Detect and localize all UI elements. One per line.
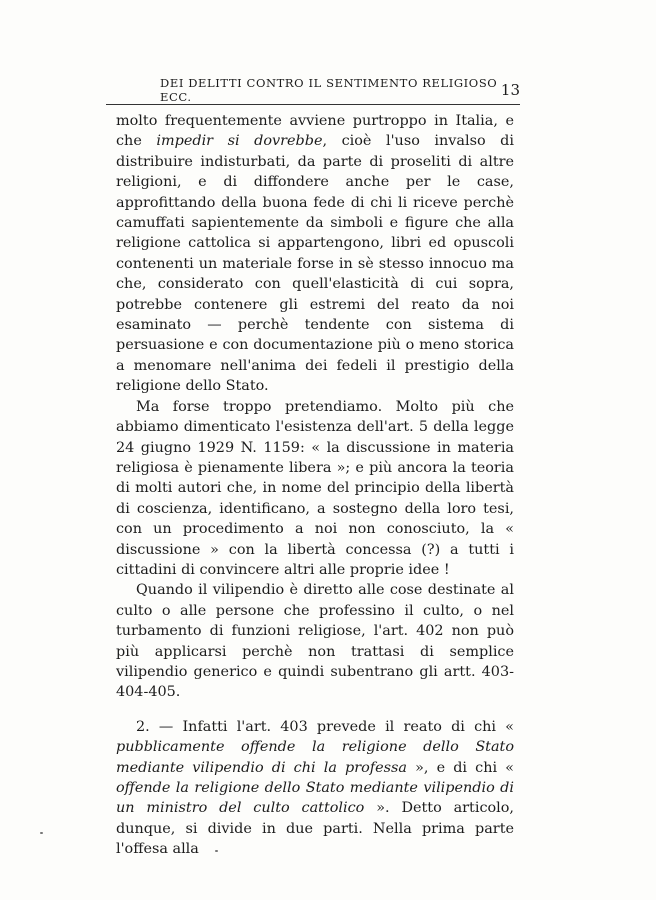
scan-speck xyxy=(40,832,43,834)
text-run: molto frequentemente avviene purtroppo in Italia, e che xyxy=(116,113,514,150)
header-rule xyxy=(106,104,520,105)
text-run: 2. — Infatti l'art. 403 prevede il reato di chi « xyxy=(136,718,514,735)
running-header xyxy=(160,78,520,102)
text-run: », e di chi « xyxy=(406,759,514,776)
paragraph xyxy=(116,397,514,581)
text-run: , cioè l'uso invalso di distribuire indisturbati, da parte di proseliti di altre religioni, e di diffondere anche per le case, approfittando della buona fede di chi li riceve perchè camuffati sapientemente da simboli e figure che alla religione cattolica si appartengono, libri ed opuscoli contenenti un materiale forse in sè stesso innocuo ma che, considerato con quell'elasticità di cui sopra, potrebbe contenere gli estremi del reato da noi esaminato — perchè tendente con sistema di persuasione e con documentazione più o meno storica a menomare nell'anima dei fedeli il prestigio della religione dello Stato. xyxy=(116,133,514,395)
italic-quote: impedir si dovrebbe xyxy=(156,133,323,150)
paragraph xyxy=(116,580,514,702)
italic-quote: offende la religione dello Stato mediante vilipendio di un ministro del culto cattolico xyxy=(116,780,514,817)
text-run: Quando il vilipendio è diretto alle cose destinate al culto o alle persone che professino il culto, o nel turbamento di funzioni religiose, l'art. 402 non può più applicarsi perchè non trattasi di semplice vilipendio generico e quindi subentrano gli artt. 403-404-405. xyxy=(116,582,514,701)
body-text xyxy=(116,111,514,860)
running-title: DEI DELITTI CONTRO IL SENTIMENTO RELIGIOSO ECC. xyxy=(160,76,498,104)
paragraph xyxy=(116,111,514,397)
italic-quote: pubblicamente offende la religione dello Stato mediante vilipendio di chi la professa xyxy=(116,739,514,776)
paragraph xyxy=(116,717,514,860)
text-run: Ma forse troppo pretendiamo. Molto più che abbiamo dimenticato l'esistenza dell'art. 5 della legge 24 giugno 1929 N. 1159: « la discussione in materia religiosa è pienamente libera »; e più ancora la teoria di molti autori che, in nome del principio della libertà di coscienza, identificano, a sostegno della loro tesi, con un procedimento a noi non conosciuto, la « discussione » con la libertà concessa (?) a tutti i cittadini di convincere altri alle proprie idee ! xyxy=(116,398,514,578)
page-number: 13 xyxy=(500,81,520,99)
text-run: ». Detto articolo, dunque, si divide in due parti. Nella prima parte l'offesa alla xyxy=(116,800,515,858)
scan-speck xyxy=(215,850,218,852)
